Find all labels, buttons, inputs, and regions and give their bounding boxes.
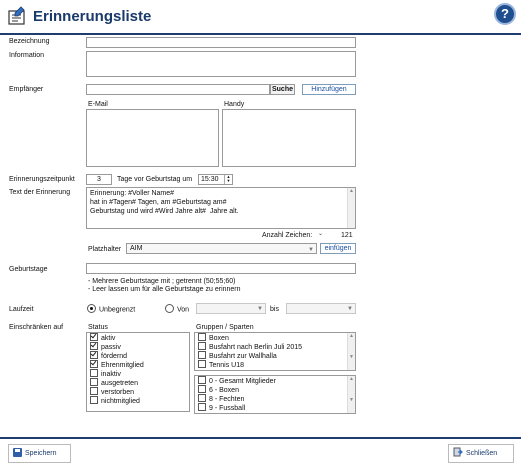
checkbox-checked-icon[interactable] (90, 333, 98, 341)
einschraenken-label: Einschränken auf (9, 324, 64, 331)
anzahl-value: 121 (341, 232, 353, 239)
list-item-label: Ehrenmitglied (101, 362, 144, 369)
information-label: Information (9, 52, 45, 59)
text-label: Text der Erinnerung (9, 189, 71, 196)
calendar-dropdown-icon: ▼ (347, 306, 353, 312)
geburtstage-hint-1: - Mehrere Geburtstage mit ; getrennt (50;55;60) (88, 278, 236, 285)
anzahl-chevron-icon: ⌄ (318, 231, 324, 237)
checkbox-icon[interactable] (90, 396, 98, 404)
von-label: Von (177, 306, 190, 314)
page-title: Erinnerungsliste (33, 8, 152, 25)
checkbox-icon[interactable] (198, 342, 206, 350)
save-button[interactable] (8, 444, 71, 463)
checkbox-icon[interactable] (198, 360, 206, 368)
checkbox-icon[interactable] (90, 387, 98, 395)
platzhalter-label: Platzhalter (88, 246, 122, 253)
header-divider (0, 33, 521, 35)
list-item-label: aktiv (101, 335, 116, 342)
handy-list[interactable] (222, 109, 356, 167)
zeitpunkt-label: Erinnerungszeitpunkt (9, 176, 75, 183)
sparten-scrollbar[interactable]: ▲ ▼ (347, 376, 355, 413)
checkbox-icon[interactable] (90, 378, 98, 386)
empfaenger-label: Empfänger (9, 86, 44, 93)
gruppen-scrollbar[interactable]: ▲ ▼ (347, 333, 355, 370)
checkbox-icon[interactable] (198, 403, 206, 411)
empfaenger-input[interactable] (86, 84, 270, 95)
chevron-down-icon: ▼ (308, 247, 314, 253)
bis-date-input[interactable] (286, 303, 356, 314)
unbegrenzt-label: Unbegrenzt (99, 306, 136, 314)
footer-divider (0, 437, 521, 439)
list-item-label: inaktiv (101, 371, 121, 378)
help-button[interactable] (494, 3, 516, 25)
close-icon (453, 447, 463, 457)
save-icon (13, 448, 22, 457)
checkbox-checked-icon[interactable] (90, 360, 98, 368)
email-label: E-Mail (88, 101, 108, 108)
close-button[interactable] (448, 444, 514, 463)
list-item-label: Tennis U18 (209, 362, 245, 369)
checkbox-icon[interactable] (198, 333, 206, 341)
checkbox-icon[interactable] (90, 369, 98, 377)
list-item-label: Busfahrt nach Berlin Juli 2015 (209, 344, 302, 351)
calendar-dropdown-icon: ▼ (257, 306, 263, 312)
email-list[interactable] (86, 109, 219, 167)
radio-on-icon (87, 304, 96, 313)
list-item[interactable] (198, 352, 277, 361)
von-date-input[interactable] (196, 303, 266, 314)
text-scrollbar[interactable]: ▲ (347, 188, 355, 228)
bezeichnung-label: Bezeichnung (9, 38, 50, 45)
checkbox-icon[interactable] (198, 376, 206, 384)
list-item-label: Boxen (209, 335, 229, 342)
checkbox-icon[interactable] (198, 394, 206, 402)
hinzufuegen-button[interactable]: Hinzufügen (302, 84, 356, 95)
einfuegen-button[interactable]: einfügen (320, 243, 356, 254)
list-item-label: 0 - Gesamt Mitglieder (209, 378, 276, 385)
platzhalter-select[interactable] (126, 243, 317, 254)
app-logo (6, 5, 28, 27)
geburtstage-hint-2: - Leer lassen um für alle Geburtstage zu erinnern (88, 286, 241, 293)
checkbox-checked-icon[interactable] (90, 351, 98, 359)
list-item-label: verstorben (101, 389, 135, 396)
sparten-list[interactable] (194, 375, 356, 414)
uhrzeit-value: 15:30 (201, 176, 219, 183)
status-label: Status (88, 324, 108, 331)
anzahl-label: Anzahl Zeichen: (262, 232, 313, 239)
save-label: Speichern (25, 450, 57, 457)
text-input[interactable] (86, 187, 356, 229)
list-item[interactable] (90, 361, 144, 370)
list-item[interactable] (198, 377, 276, 386)
list-item-label: 8 - Fechten (209, 396, 245, 403)
list-item[interactable] (90, 397, 140, 406)
checkbox-icon[interactable] (198, 351, 206, 359)
list-item-label: ausgetreten (101, 380, 138, 387)
handy-label: Handy (224, 101, 245, 108)
list-item-label: nichtmitglied (101, 398, 140, 405)
tage-input[interactable]: 3 (86, 174, 112, 185)
list-item-label: 6 - Boxen (209, 387, 239, 394)
help-icon: ? (501, 6, 509, 21)
bezeichnung-input[interactable] (86, 37, 356, 48)
gruppen-list[interactable] (194, 332, 356, 371)
tage-text: Tage vor Geburtstag um (117, 176, 193, 183)
geburtstage-label: Geburtstage (9, 266, 48, 273)
unbegrenzt-radio[interactable] (87, 305, 135, 314)
text-value: Erinnerung: #Voller Name# hat in #Tagen# Tagen, am #Geburtstag am# Geburtstag und wird #Wird Jahre alt# Jahre alt. (90, 190, 239, 215)
list-item[interactable] (198, 404, 245, 413)
list-item-label: 9 - Fussball (209, 405, 246, 412)
information-input[interactable] (86, 51, 356, 77)
status-list[interactable] (86, 332, 190, 412)
suche-button[interactable]: Suche (271, 86, 293, 93)
von-radio[interactable] (165, 305, 189, 314)
bis-label: bis (270, 306, 279, 313)
gruppen-label: Gruppen / Sparten (196, 324, 254, 331)
list-item[interactable] (198, 361, 244, 370)
platzhalter-value: AIM (130, 245, 143, 252)
close-label: Schließen (466, 450, 498, 457)
uhrzeit-input[interactable] (198, 174, 233, 185)
list-item-label: passiv (101, 344, 121, 351)
laufzeit-label: Laufzeit (9, 306, 34, 313)
checkbox-checked-icon[interactable] (90, 342, 98, 350)
checkbox-icon[interactable] (198, 385, 206, 393)
geburtstage-input[interactable] (86, 263, 356, 274)
list-item-label: fördernd (101, 353, 128, 360)
list-item[interactable] (198, 343, 302, 352)
spinner-icon[interactable]: ▲ ▼ (224, 175, 232, 184)
radio-off-icon (165, 304, 174, 313)
list-item-label: Busfahrt zur Wallhalla (209, 353, 277, 360)
